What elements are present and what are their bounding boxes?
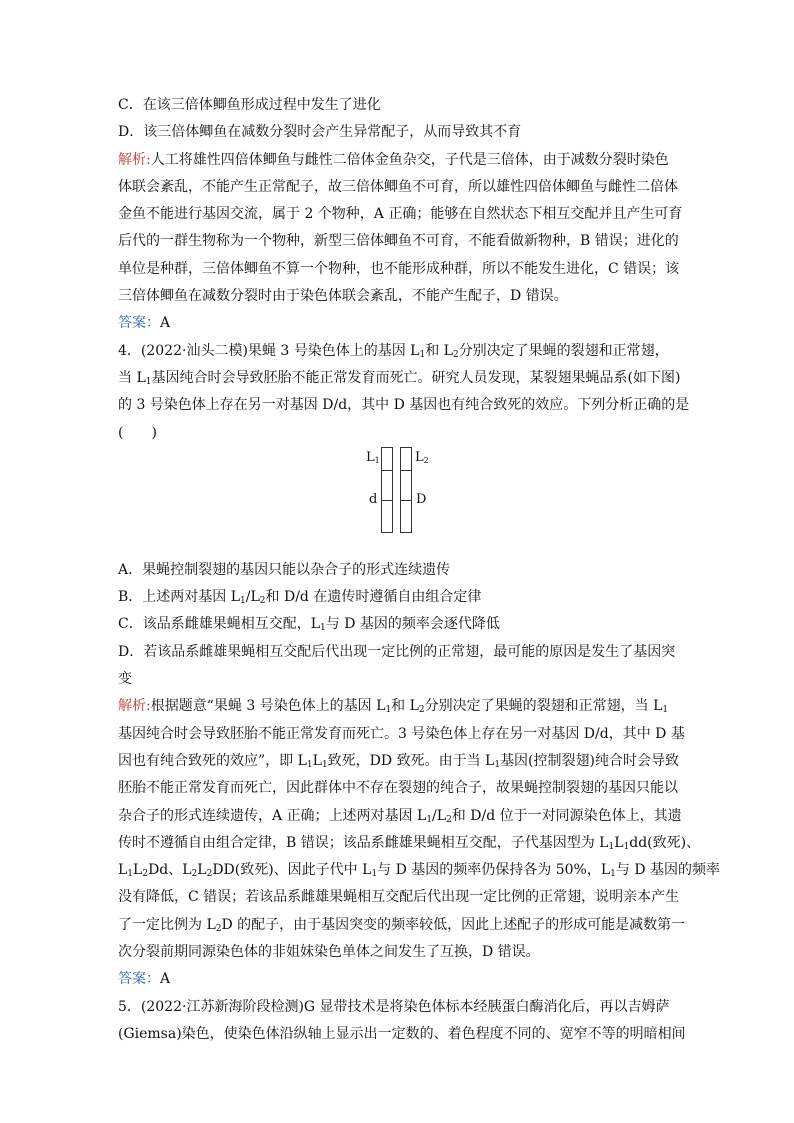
option-c-prev: C．在该三倍体鲫鱼形成过程中发生了进化 bbox=[118, 97, 381, 113]
analysis-text: 体联会紊乱，不能产生正常配子，故三倍体鲫鱼不可育，所以雄性四倍体鲫鱼与雌性二倍体 bbox=[118, 178, 678, 195]
analysis-text: 单位是种群，三倍体鲫鱼不算一个物种，也不能形成种群，所以不能发生进化，C 错误；该 bbox=[118, 260, 680, 277]
analysis-label: 解析: bbox=[118, 698, 151, 715]
answer-label: 答案： bbox=[118, 971, 160, 988]
question-4: 4．(2022·汕头二模)果蝇 3 号染色体上的基因 $L_1$和 $L_2$分别决定了果蝇的裂翅和正常翅， 当 $L_1$基因纯合时会导致胚胎不能正常发育而死亡。研究人员发现，某裂翅果蝇品系(如下图) 的 3 号染色体上存在另一对基因 D/d，其中 D 基因也有纯合致死的效应。下列分析正确的是 ( ) bbox=[118, 342, 690, 441]
option-d-cont: 变 bbox=[118, 671, 132, 688]
option-d-prev: D．该三倍体鲫鱼在减数分裂时会产生异常配子，从而导致其不育 bbox=[118, 124, 522, 141]
analysis-4: 解析:根据题意“果蝇 3 号染色体上的基因 $L_1$和 $L_2$分别决定了果蝇的裂翅和正常翅，当 $L_1$ 基因纯合时会导致胚胎不能正常发育而死亡。3 号染色体上存在另一对基因 D/d，其中 D 基 因也有纯合致死的效应”，即 $L_1L_1$致死，DD 致死。由于当 $L_1$基因(控制裂翅)纯合时会导致 胚胎不能正常发育而死亡，因此群体中不存在裂翅的纯合子，故果蝇控制裂翅的基因只能以 杂合子的形式连续遗传，A 正确；上述两对基因 $L_1/L_2$和 D/d 位于一对同源染色体上，其遗 传时不遵循自由组合定律，B 错误；该品系雌雄果蝇相互交配，子代基因型为 $L_1L_1dd$(致死)、 $L_1L_2Dd$、$L_2L_2DD$(致死)、因此子代中 $L_1$与 D 基因的频率仍保持各为 50%，$L_1$与 D 基因的频率 没有降低，C 错误；若该品系雌雄果蝇相互交配后代出现一定比例的正常翅，说明亲本产生 了一定比例为 $L_2D$ 的配子，由于基因突变的频率较低，因此上述配子的形成可能是减数第一 次分裂前期同源染色体的非姐妹染色单体之间发生了互换，D 错误。 bbox=[118, 698, 721, 961]
analysis-prev bbox=[118, 147, 684, 311]
question-5: 5．(2022·江苏新海阶段检测)G 显带技术是将染色体标本经胰蛋白酶消化后，再以吉姆萨 (Giemsa)染色，使染色体沿纵轴上显示出一定数的、着色程度不同的、宽窄不等的明暗相间 bbox=[118, 998, 686, 1042]
analysis-text: 三倍体鲫鱼在减数分裂时由于染色体联会紊乱，不能产生配子，D 错误。 bbox=[118, 288, 568, 305]
answer-4 bbox=[118, 966, 684, 993]
option-a: A．果蝇控制裂翅的基因只能以杂合子的形式连续遗传 bbox=[118, 561, 451, 578]
option-b: B．上述两对基因 $L_1/L_2$和 D/d 在遗传时遵循自由组合定律 bbox=[118, 589, 482, 607]
answer-value: A bbox=[160, 315, 171, 332]
analysis-text: 后代的一群生物称为一个物种，新型三倍体鲫鱼不可育，不能看做新物种，B 错误；进化的 bbox=[118, 233, 679, 250]
document-page bbox=[118, 92, 721, 1048]
option-c: C．该品系雌雄果蝇相互交配，$L_1$与 D 基因的频率会逐代降低 bbox=[118, 616, 500, 634]
analysis-label: 解析: bbox=[118, 151, 151, 168]
analysis-text: 金鱼不能进行基因交流，属于 2 个物种，A 正确；能够在自然状态下相互交配并且产生可育 bbox=[118, 206, 683, 223]
gene-label-L2: $L_2$ bbox=[415, 449, 429, 465]
option-d: D．若该品系雌雄果蝇相互交配后代出现一定比例的正常翅，最可能的原因是发生了基因突 bbox=[118, 643, 676, 660]
chromosome-left bbox=[381, 447, 393, 533]
gene-label-D: D bbox=[416, 491, 427, 507]
answer-value: A bbox=[160, 971, 171, 988]
answer-label: 答案： bbox=[118, 315, 160, 332]
options-4 bbox=[118, 557, 684, 693]
analysis-text: 人工将雄性四倍体鲫鱼与雌性二倍体金鱼杂交，子代是三倍体，由于减数分裂时染色 bbox=[150, 151, 669, 168]
chromosome-right bbox=[400, 447, 412, 533]
answer-prev bbox=[118, 310, 684, 337]
chromosome-figure bbox=[118, 447, 684, 557]
gene-label-L1: $L_1$ bbox=[366, 449, 380, 465]
gene-label-d: d bbox=[369, 491, 378, 507]
